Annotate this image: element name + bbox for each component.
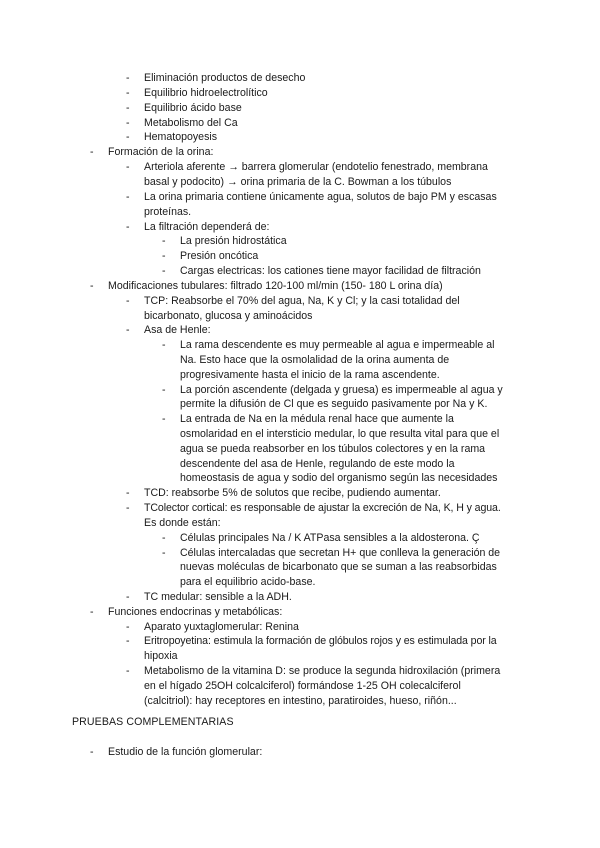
bullet-dash: - [126,72,130,84]
list-item: Células intercaladas que secretan H+ que conlleva la generación de [180,547,501,559]
list-item: TCP: Reabsorbe el 70% del agua, Na, K y Cl; y la casi totalidad del [144,295,460,307]
bullet-dash: - [162,532,166,544]
bullet-dash: - [126,665,130,677]
bullet-dash: - [126,102,130,114]
list-item-continuation: permite la difusión de Cl que es seguido pasivamente por Na y K. [180,398,488,410]
list-item-continuation: homeostasis de agua y sodio del organismo según las necesidades [180,472,498,484]
list-item: Arteriola aferente → barrera glomerular (endotelio fenestrado, membrana [144,161,488,173]
list-item-continuation: nuevas moléculas de bicarbonato que se suman a las reabsorbidas [180,561,497,573]
list-item-continuation: progresivamente hasta el inicio de la rama ascendente. [180,369,440,381]
list-item-continuation: hipoxia [144,650,178,662]
list-item: La porción ascendente (delgada y gruesa) es impermeable al agua y [180,384,503,396]
bullet-dash: - [126,324,130,336]
bullet-dash: - [126,591,130,603]
bullet-dash: - [126,191,130,203]
list-item: Eliminación productos de desecho [144,72,306,84]
list-item: Cargas electricas: los cationes tiene mayor facilidad de filtración [180,265,481,277]
section-heading: PRUEBAS COMPLEMENTARIAS [72,716,234,728]
list-item: Estudio de la función glomerular: [108,746,263,758]
list-item: TColector cortical: es responsable de ajustar la excreción de Na, K, H y agua. [144,502,501,514]
list-item: La presión hidrostática [180,235,287,247]
bullet-dash: - [126,635,130,647]
list-item-continuation: Na. Esto hace que la osmolalidad de la orina aumenta de [180,354,450,366]
bullet-dash: - [90,606,94,618]
bullet-dash: - [162,265,166,277]
list-item: Metabolismo de la vitamina D: se produce la segunda hidroxilación (primera [144,665,501,677]
bullet-dash: - [126,161,130,173]
bullet-dash: - [90,146,94,158]
list-item-continuation: en el hígado 25OH colcalciferol) formándose 1-25 OH colecalciferol [144,680,461,692]
bullet-dash: - [126,295,130,307]
bullet-dash: - [162,413,166,425]
bullet-dash: - [162,384,166,396]
list-item: La rama descendente es muy permeable al agua e impermeable al [180,339,495,351]
list-item: Presión oncótica [180,250,259,262]
bullet-dash: - [126,487,130,499]
bullet-dash: - [162,235,166,247]
bullet-dash: - [126,117,130,129]
bullet-dash: - [162,547,166,559]
list-item: Eritropoyetina: estimula la formación de glóbulos rojos y es estimulada por la [144,635,497,647]
bullet-dash: - [162,250,166,262]
list-item: Funciones endocrinas y metabólicas: [108,606,283,618]
list-item: La entrada de Na en la médula renal hace que aumente la [180,413,454,425]
list-item-continuation: para el equilibrio acido-base. [180,576,316,588]
list-item: La filtración dependerá de: [144,221,270,233]
list-item-continuation: basal y podocito) → orina primaria de la C. Bowman a los túbulos [144,176,452,188]
bullet-dash: - [126,131,130,143]
bullet-dash: - [126,87,130,99]
list-item-continuation: descendente del asa de Henle, regulando de este modo la [180,458,455,470]
list-item: Metabolismo del Ca [144,117,238,129]
list-item: Células principales Na / K ATPasa sensibles a la aldosterona. Ç [180,532,480,544]
list-item-continuation: proteínas. [144,206,192,218]
bullet-dash: - [126,221,130,233]
list-item: Modificaciones tubulares: filtrado 120-100 ml/min (150- 180 L orina día) [108,280,443,292]
list-item-continuation: (calcitriol): hay receptores en intestino, paratiroides, hueso, riñón... [144,695,457,707]
list-item: Hematopoyesis [144,131,218,143]
bullet-dash: - [126,621,130,633]
list-item-continuation: Es donde están: [144,517,221,529]
list-item: TCD: reabsorbe 5% de solutos que recibe, pudiendo aumentar. [144,487,441,499]
bullet-dash: - [126,502,130,514]
list-item-continuation: agua se pueda reabsorber en los túbulos colectores y en la rama [180,443,486,455]
list-item: Asa de Henle: [144,324,211,336]
list-item: La orina primaria contiene únicamente agua, solutos de bajo PM y escasas [144,191,497,203]
list-item: TC medular: sensible a la ADH. [144,591,292,603]
list-item: Equilibrio ácido base [144,102,242,114]
bullet-dash: - [90,280,94,292]
list-item-continuation: bicarbonato, glucosa y aminoácidos [144,310,313,322]
list-item: Formación de la orina: [108,146,214,158]
list-item: Equilibrio hidroelectrolítico [144,87,268,99]
bullet-dash: - [162,339,166,351]
list-item: Aparato yuxtaglomerular: Renina [144,621,299,633]
bullet-dash: - [90,746,94,758]
list-item-continuation: osmolaridad en el intersticio medular, lo que resulta vital para que el [180,428,500,440]
